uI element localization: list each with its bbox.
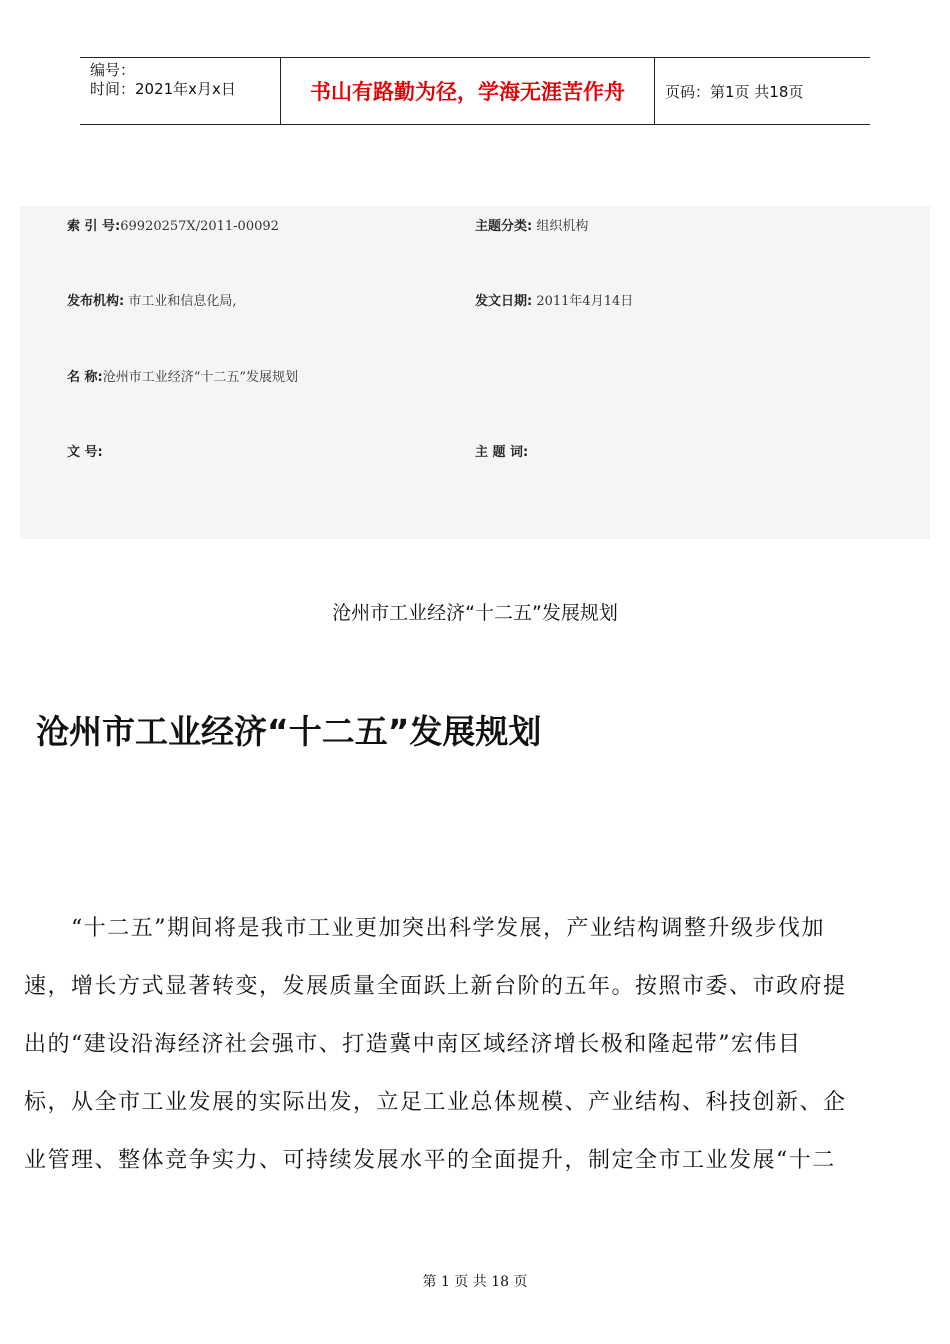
category-label: 主题分类: — [475, 219, 533, 234]
page-footer: 第 1 页 共 18 页 — [422, 1274, 528, 1290]
page-info: 页码：第1页 共18页 — [665, 82, 804, 101]
paragraph-line: 标，从全市工业发展的实际出发，立足工业总体规模、产业结构、科技创新、企 — [24, 1090, 847, 1115]
index-value: 69920257X/2011-00092 — [120, 219, 279, 234]
publisher-label: 发布机构: — [67, 294, 125, 309]
body-paragraph — [24, 900, 919, 1190]
document-subtitle: 沧州市工业经济“十二五”发展规划 — [332, 602, 618, 624]
name-value: 沧州市工业经济“十二五”发展规划 — [102, 370, 299, 385]
document-title: 沧州市工业经济“十二五”发展规划 — [36, 712, 542, 751]
paragraph-line: 速，增长方式显著转变，发展质量全面跃上新台阶的五年。按照市委、市政府提 — [24, 974, 847, 999]
motto: 书山有路勤为径，学海无涯苦作舟 — [280, 58, 655, 124]
publisher-value: 市工业和信息化局, — [128, 294, 237, 309]
index-label: 索 引 号: — [67, 219, 121, 234]
header-meta-cell — [80, 58, 280, 124]
date-value: 2011年4月14日 — [536, 294, 634, 309]
date-row — [475, 290, 633, 309]
keywords-row — [475, 441, 528, 460]
paragraph-line: “十二五”期间将是我市工业更加突出科学发展，产业结构调整升级步伐加 — [24, 916, 825, 941]
index-row — [67, 215, 279, 234]
paragraph-line: 业管理、整体竞争实力、可持续发展水平的全面提升，制定全市工业发展“十二 — [24, 1148, 836, 1173]
publisher-row — [67, 290, 236, 309]
header-table — [80, 57, 870, 125]
category-value: 组织机构 — [536, 219, 589, 234]
date-label: 发文日期: — [475, 294, 533, 309]
name-row — [67, 366, 298, 385]
docno-label: 文 号: — [67, 445, 103, 460]
docno-row — [67, 441, 103, 460]
time-label: 时间：2021年x月x日 — [90, 80, 236, 98]
number-label: 编号： — [90, 61, 136, 79]
keywords-label: 主 题 词: — [475, 445, 529, 460]
metadata-box — [20, 206, 930, 539]
category-row — [475, 215, 588, 234]
paragraph-line: 出的“建设沿海经济社会强市、打造冀中南区域经济增长极和隆起带”宏伟目 — [24, 1032, 802, 1057]
name-label: 名 称: — [67, 370, 103, 385]
